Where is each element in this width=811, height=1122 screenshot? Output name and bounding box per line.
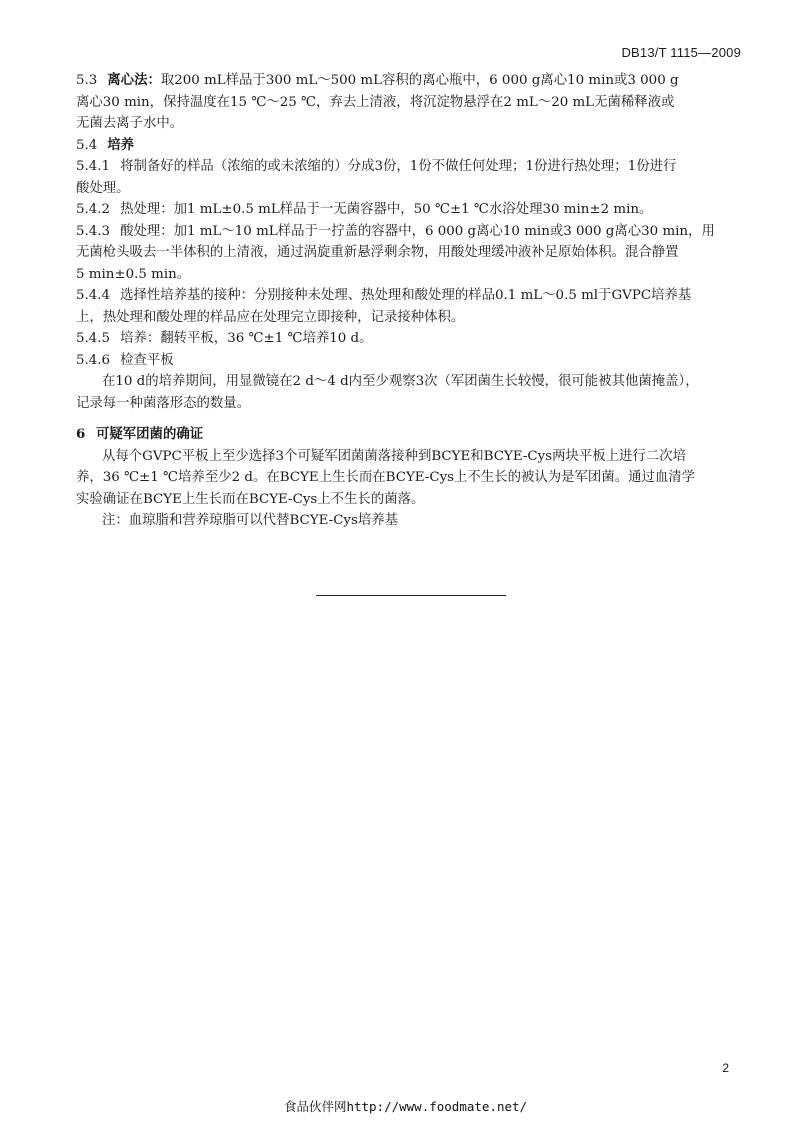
paragraph-line: 无菌枪头吸去一半体积的上清液，通过涡旋重新悬浮剩余物，用酸处理缓冲液补足原始体积。混合静置: [76, 245, 679, 260]
paragraph-line: 取200 mL样品于300 mL～500 mL容积的离心瓶中，6 000 g离心10 min或3 000 g: [160, 73, 679, 88]
footer-watermark: 食品伙伴网http://www.foodmate.net/: [283, 1099, 528, 1114]
section-5-4-6: [76, 350, 736, 372]
paragraph-line: 酸处理。: [76, 180, 130, 196]
section-title: 检查平板: [120, 352, 174, 368]
paragraph-line: 上，热处理和酸处理的样品应在处理完立即接种，记录接种体积。: [76, 309, 465, 325]
paragraph-line: 将制备好的样品（浓缩的或未浓缩的）分成3份，1份不做任何处理；1份进行热处理；1份进行: [120, 159, 677, 174]
section-5-4-5: [76, 328, 736, 350]
section-6: [76, 424, 736, 446]
section-number: 6: [76, 426, 86, 442]
section-number: 5.4: [76, 137, 98, 153]
standard-number: DB13/T 1115—2009: [621, 45, 741, 60]
section-5-4: [76, 135, 736, 157]
paragraph-line: 养，36 ℃±1 ℃培养至少2 d。在BCYE上生长而在BCYE-Cys上不生长的被认为是军团菌。通过血清学: [76, 470, 696, 485]
section-title: 离心法：: [107, 72, 161, 88]
paragraph-line: 记录每一种菌落形态的数量。: [76, 395, 251, 411]
section-5-4-3: [76, 221, 736, 243]
section-title: 培养: [107, 136, 135, 153]
section-5-4-2: [76, 199, 736, 221]
paragraph-line: 培养：翻转平板，36 ℃±1 ℃培养10 d。: [120, 331, 373, 346]
section-number: 5.4.1: [76, 159, 111, 174]
paragraph-line: 5 min±0.5 min。: [76, 266, 191, 282]
paragraph-line: 酸处理：加1 mL～10 mL样品于一拧盖的容器中，6 000 g离心10 min或3 000 g离心30 min，用: [120, 223, 715, 239]
section-number: 5.4.2: [76, 202, 111, 217]
note: 注：血琼脂和营养琼脂可以代替BCYE-Cys培养基: [102, 513, 399, 528]
document-body: [76, 70, 736, 532]
section-number: 5.4.3: [76, 223, 111, 239]
paragraph-line: 无菌去离子水中。: [76, 116, 184, 131]
section-5-3: [76, 70, 736, 92]
paragraph-line: 在10 d的培养期间，用显微镜在2 d～4 d内至少观察3次（军团菌生长较慢，很可能被其他菌掩盖），: [102, 374, 699, 389]
paragraph-line: 热处理：加1 mL±0.5 mL样品于一无菌容器中，50 ℃±1 ℃水浴处理30 min±2 min。: [120, 202, 653, 217]
section-5-4-1: [76, 156, 736, 178]
paragraph-line: 离心30 min，保持温度在15 ℃～25 ℃，弃去上清液，将沉淀物悬浮在2 mL～20 mL无菌稀释液或: [76, 94, 675, 110]
section-number: 5.4.4: [76, 288, 111, 303]
section-5-4-4: [76, 285, 736, 307]
page-number: 2: [722, 1061, 729, 1075]
end-rule: [316, 595, 506, 596]
paragraph-line: 选择性培养基的接种：分别接种未处理、热处理和酸处理的样品0.1 mL～0.5 ml于GVPC培养基: [120, 288, 692, 303]
section-number: 5.3: [76, 73, 98, 88]
paragraph-line: 实验确证在BCYE上生长而在BCYE-Cys上不生长的菌落。: [76, 491, 425, 507]
section-number: 5.4.6: [76, 352, 111, 368]
paragraph-line: 从每个GVPC平板上至少选择3个可疑军团菌菌落接种到BCYE和BCYE-Cys两块平板上进行二次培: [102, 448, 686, 464]
section-title: 可疑军团菌的确证: [96, 426, 204, 442]
section-number: 5.4.5: [76, 331, 111, 346]
